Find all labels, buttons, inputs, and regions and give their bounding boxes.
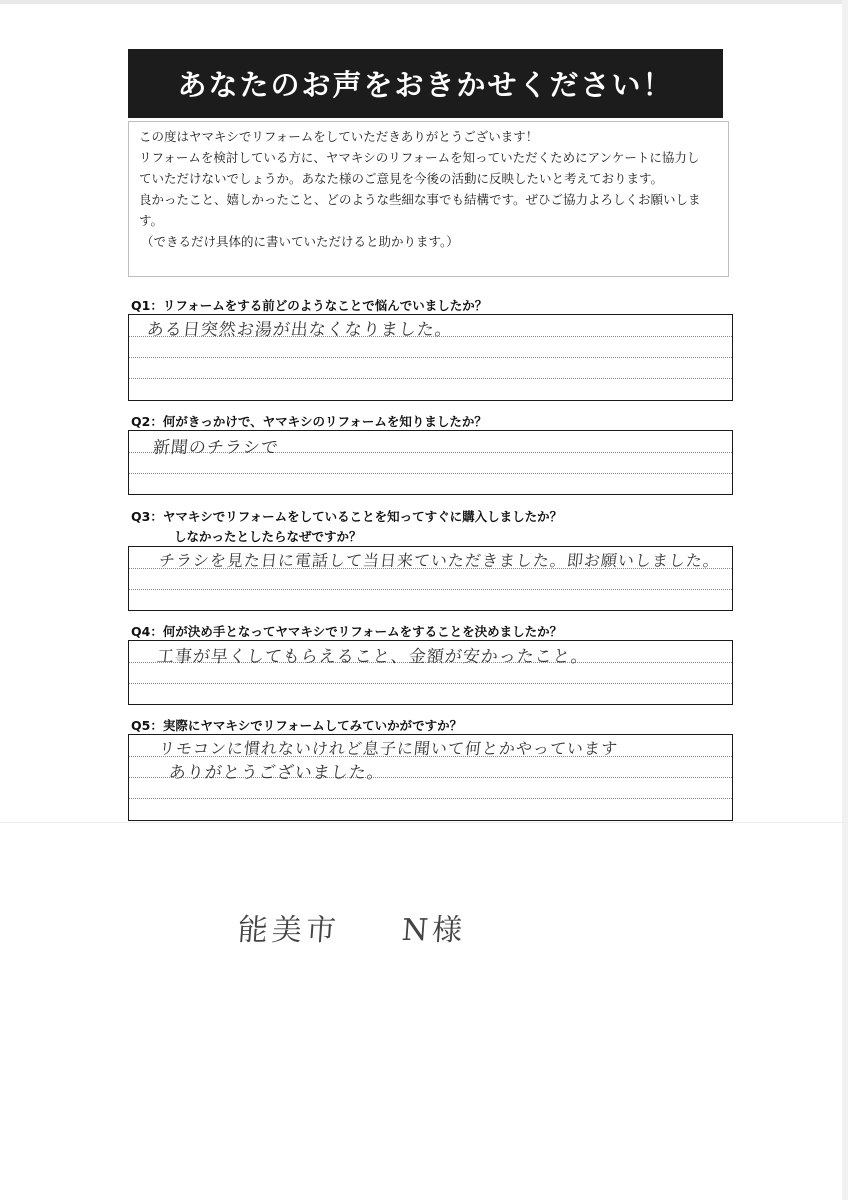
scan-edge-top [0,0,848,4]
question-3-label-line2: しなかったとしたらなぜですか？ [174,529,362,544]
answer-rule [129,683,732,684]
answer-rule [129,798,732,799]
handwritten-answer: ある日突然お湯が出なくなりました。 [145,320,454,340]
handwritten-answer: ありがとうございました。 [167,763,386,783]
intro-line: す。 [139,213,164,228]
handwritten-answer: チラシを見た日に電話して当日来ていただきました。即お願いしました。 [157,551,721,570]
answer-box-4 [128,640,733,705]
intro-line: リフォームを検討している方に、ヤマキシのリフォームを知っていただくためにアンケートに協力し [139,150,700,165]
answer-box-2 [128,430,733,495]
intro-line: この度はヤマキシでリフォームをしていただきありがとうございます！ [139,129,539,144]
question-4-label: Q4：何が決め手となってヤマキシでリフォームをすることを決めましたか？ [131,624,563,639]
intro-box [128,121,729,277]
page-title: あなたのお声をおきかせください！ [128,49,723,118]
intro-line: ていただけないでしょうか。あなた様のご意見を今後の活動に反映したいと考えております。 [139,171,664,186]
signature-city: 能美市 [236,913,341,948]
answer-rule [129,378,732,379]
answer-box-5 [128,734,733,821]
intro-line: 良かったこと、嬉しかったこと、どのような些細な事でも結構です。ぜひご協力よろしくお願いしま [139,192,701,207]
handwritten-answer: 新聞のチラシで [151,438,280,458]
answer-box-1 [128,314,733,401]
scan-edge-right [842,0,848,1200]
scan-fold-line [0,822,848,823]
question-5-label: Q5：実際にヤマキシでリフォームしてみていかがですか？ [131,718,463,733]
question-3-label: Q3：ヤマキシでリフォームをしていることを知ってすぐに購入しましたか？ [131,509,563,524]
intro-line: （できるだけ具体的に書いていただけると助かります。） [141,234,459,249]
question-2-label: Q2：何がきっかけで、ヤマキシのリフォームを知りましたか？ [131,414,487,429]
answer-rule [129,473,732,474]
handwritten-answer: 工事が早くしてもらえること、金額が安かったこと。 [155,647,590,667]
handwritten-answer: リモコンに慣れないけれど息子に聞いて何とかやっています [157,739,619,758]
answer-box-3 [128,546,733,611]
customer-signature [236,905,467,949]
answer-rule [129,357,732,358]
signature-name: N様 [400,913,468,948]
question-1-label: Q1：リフォームをする前どのようなことで悩んでいましたか？ [131,298,488,313]
answer-rule [129,589,732,590]
